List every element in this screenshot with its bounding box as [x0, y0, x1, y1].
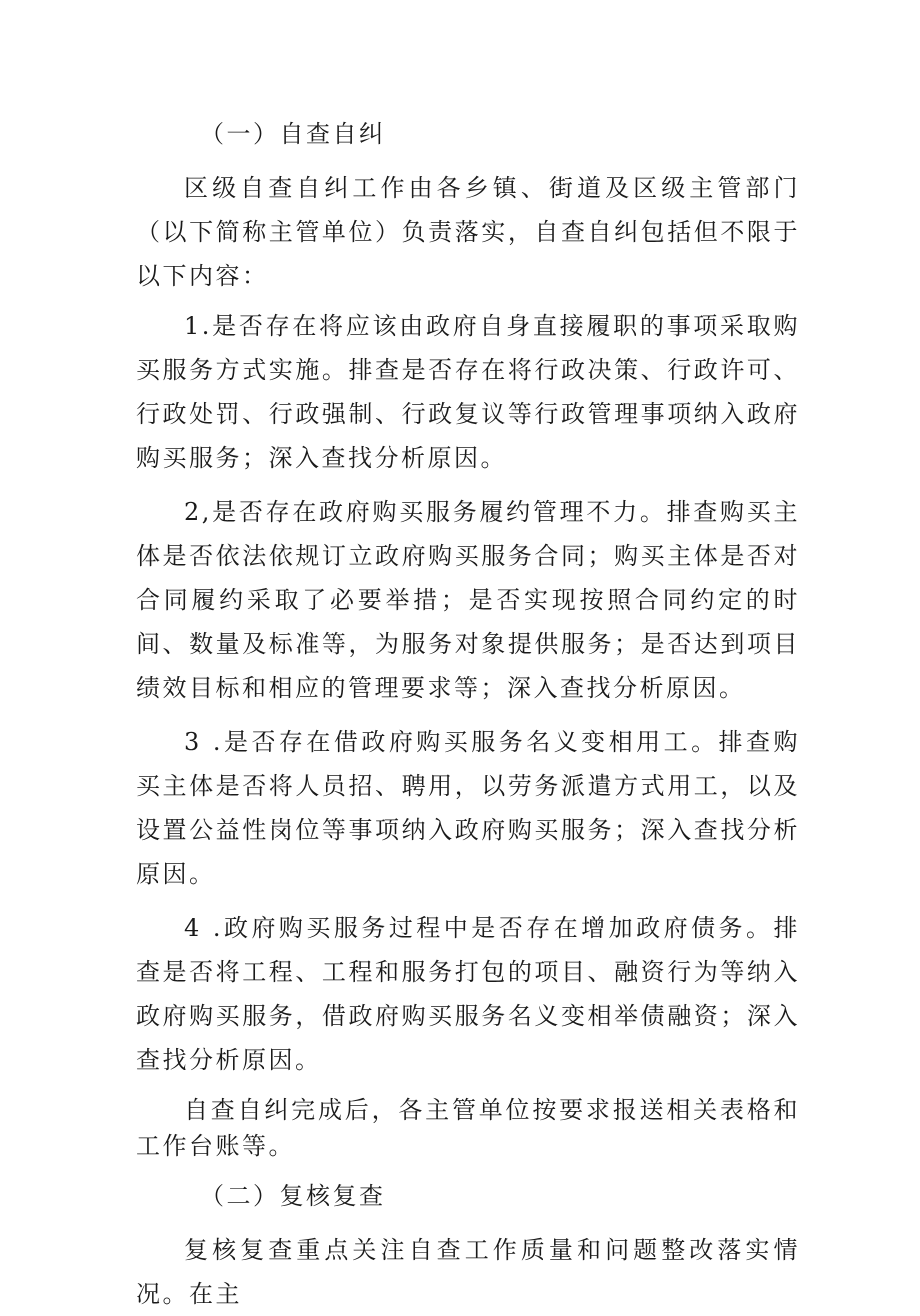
- paragraph-intro: 区级自查自纠工作由各乡镇、街道及区级主管部门（以下简称主管单位）负责落实，自查自纠包括但不限于以下内容：: [136, 174, 800, 290]
- document-body: [136, 112, 800, 1316]
- section-heading-review: （二）复核复查: [200, 1182, 386, 1210]
- list-item-4: 4 .政府购买服务过程中是否存在增加政府债务。排查是否将工程、工程和服务打包的项目、融资行为等纳入政府购买服务，借政府购买服务名义变相举债融资；深入查找分析原因。: [136, 914, 800, 1074]
- list-item-2: 2,是否存在政府购买服务履约管理不力。排查购买主体是否依法依规订立政府购买服务合同；购买主体是否对合同履约采取了必要举措；是否实现按照合同约定的时间、数量及标准等，为服务对象提供服务；是否达到项目绩效目标和相应的管理要求等；深入查找分析原因。: [136, 498, 800, 702]
- list-item-3: 3 .是否存在借政府购买服务名义变相用工。排查购买主体是否将人员招、聘用，以劳务派遣方式用工，以及设置公益性岗位等事项纳入政府购买服务；深入查找分析原因。: [136, 728, 800, 888]
- paragraph-review: 复核复查重点关注自查工作质量和问题整改落实情况。在主: [136, 1236, 800, 1308]
- section-heading-self-check: （一）自查自纠: [200, 120, 386, 148]
- paragraph-after-self-check: 自查自纠完成后，各主管单位按要求报送相关表格和工作台账等。: [136, 1096, 800, 1160]
- list-item-1: 1.是否存在将应该由政府自身直接履职的事项采取购买服务方式实施。排查是否存在将行政决策、行政许可、行政处罚、行政强制、行政复议等行政管理事项纳入政府购买服务；深入查找分析原因。: [136, 312, 800, 472]
